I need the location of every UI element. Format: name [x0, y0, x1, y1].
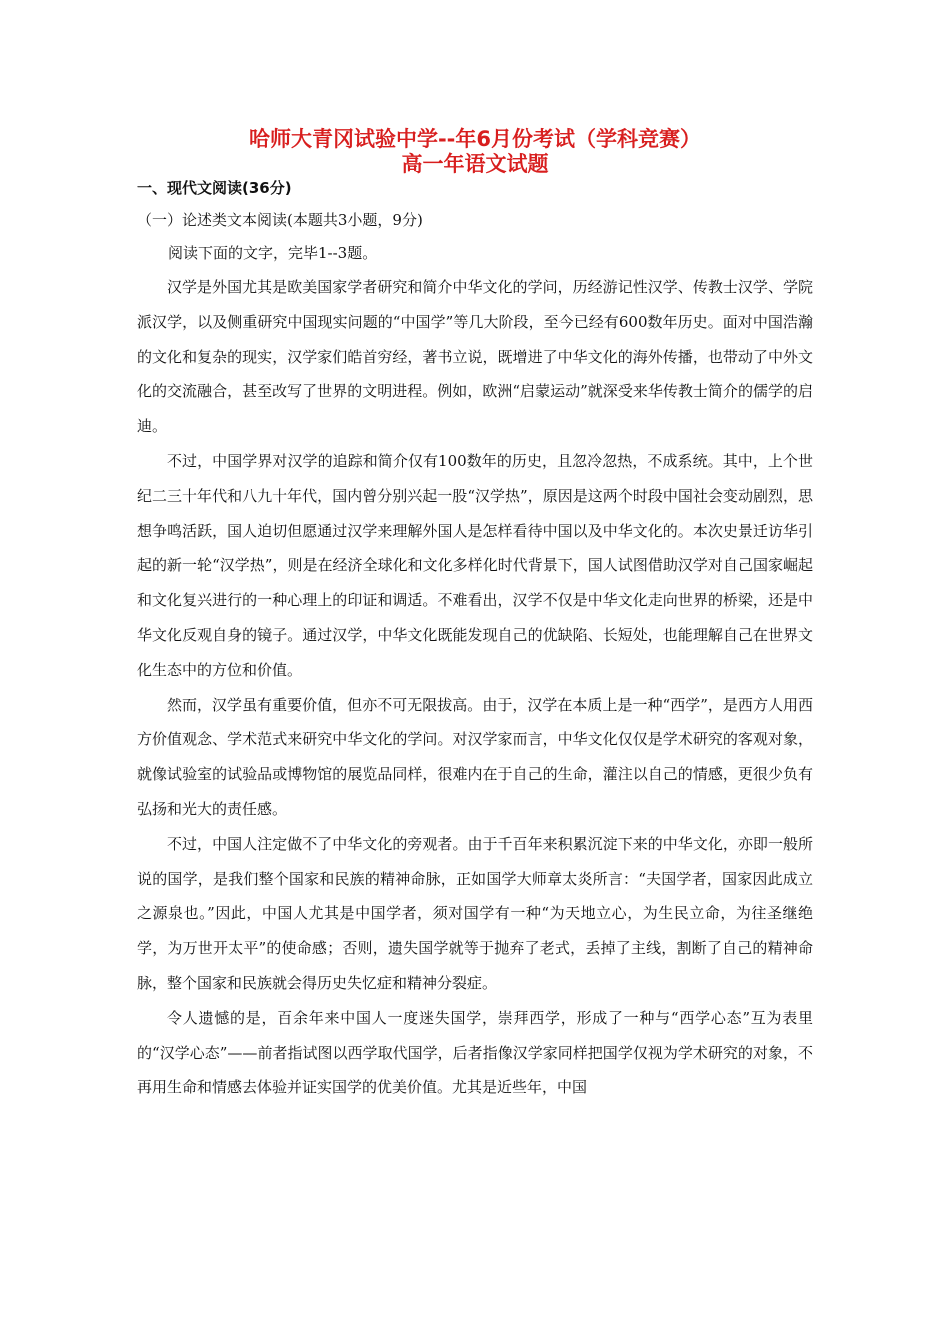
- paragraph: 不过，中国学界对汉学的追踪和简介仅有100数年的历史，且忽冷忽热，不成系统。其中，上个世纪二三十年代和八九十年代，国内曾分别兴起一股“汉学热”，原因是这两个时段中国社会变动剧烈，思想争鸣活跃，国人迫切但愿通过汉学来理解外国人是怎样看待中国以及中华文化的。本次史景迁访华引起的新一轮“汉学热”，则是在经济全球化和文化多样化时代背景下，国人试图借助汉学对自己国家崛起和文化复兴进行的一种心理上的印证和调适。不难看出，汉学不仅是中华文化走向世界的桥梁，还是中华文化反观自身的镜子。通过汉学，中华文化既能发现自己的优缺陷、长短处，也能理解自己在世界文化生态中的方位和价值。: [137, 451, 813, 679]
- section-heading: 一、现代文阅读(36分): [137, 179, 292, 197]
- paragraph: 汉学是外国尤其是欧美国家学者研究和简介中华文化的学问，历经游记性汉学、传教士汉学、学院派汉学，以及侧重研究中国现实问题的“中国学”等几大阶段，至今已经有600数年历史。面对中国浩瀚的文化和复杂的现实，汉学家们皓首穷经，著书立说，既增进了中华文化的海外传播，也带动了中外文化的交流融合，甚至改写了世界的文明进程。例如，欧洲“启蒙运动”就深受来华传教士简介的儒学的启迪。: [137, 278, 813, 436]
- passage-body: [137, 270, 813, 1105]
- subsection-heading: （一）论述类文本阅读(本题共3小题，9分): [137, 211, 423, 229]
- instruction-text: 阅读下面的文字，完毕1--3题。: [168, 244, 378, 262]
- document-title: 哈师大青冈试验中学--年6月份考试（学科竞赛）: [248, 127, 702, 151]
- paragraph: 不过，中国人注定做不了中华文化的旁观者。由于千百年来积累沉淀下来的中华文化，亦即一般所说的国学，是我们整个国家和民族的精神命脉，正如国学大师章太炎所言：“夫国学者，国家因此成立之源泉也。”因此，中国人尤其是中国学者，须对国学有一种“为天地立心，为生民立命，为往圣继绝学，为万世开太平”的使命感；否则，遗失国学就等于抛弃了老式，丢掉了主线，割断了自己的精神命脉，整个国家和民族就会得历史失忆症和精神分裂症。: [137, 834, 813, 992]
- paragraph: 令人遗憾的是，百余年来中国人一度迷失国学，崇拜西学，形成了一种与“西学心态”互为表里的“汉学心态”——前者指试图以西学取代国学，后者指像汉学家同样把国学仅视为学术研究的对象，不再用生命和情感去体验并证实国学的优美价值。尤其是近些年，中国: [137, 1008, 813, 1097]
- document-subtitle: 高一年语文试题: [401, 152, 549, 176]
- paragraph: 然而，汉学虽有重要价值，但亦不可无限拔高。由于，汉学在本质上是一种“西学”，是西方人用西方价值观念、学术范式来研究中华文化的学问。对汉学家而言，中华文化仅仅是学术研究的客观对象，就像试验室的试验品或博物馆的展览品同样，很难内在于自己的生命，灌注以自己的情感，更很少负有弘扬和光大的责任感。: [137, 695, 813, 818]
